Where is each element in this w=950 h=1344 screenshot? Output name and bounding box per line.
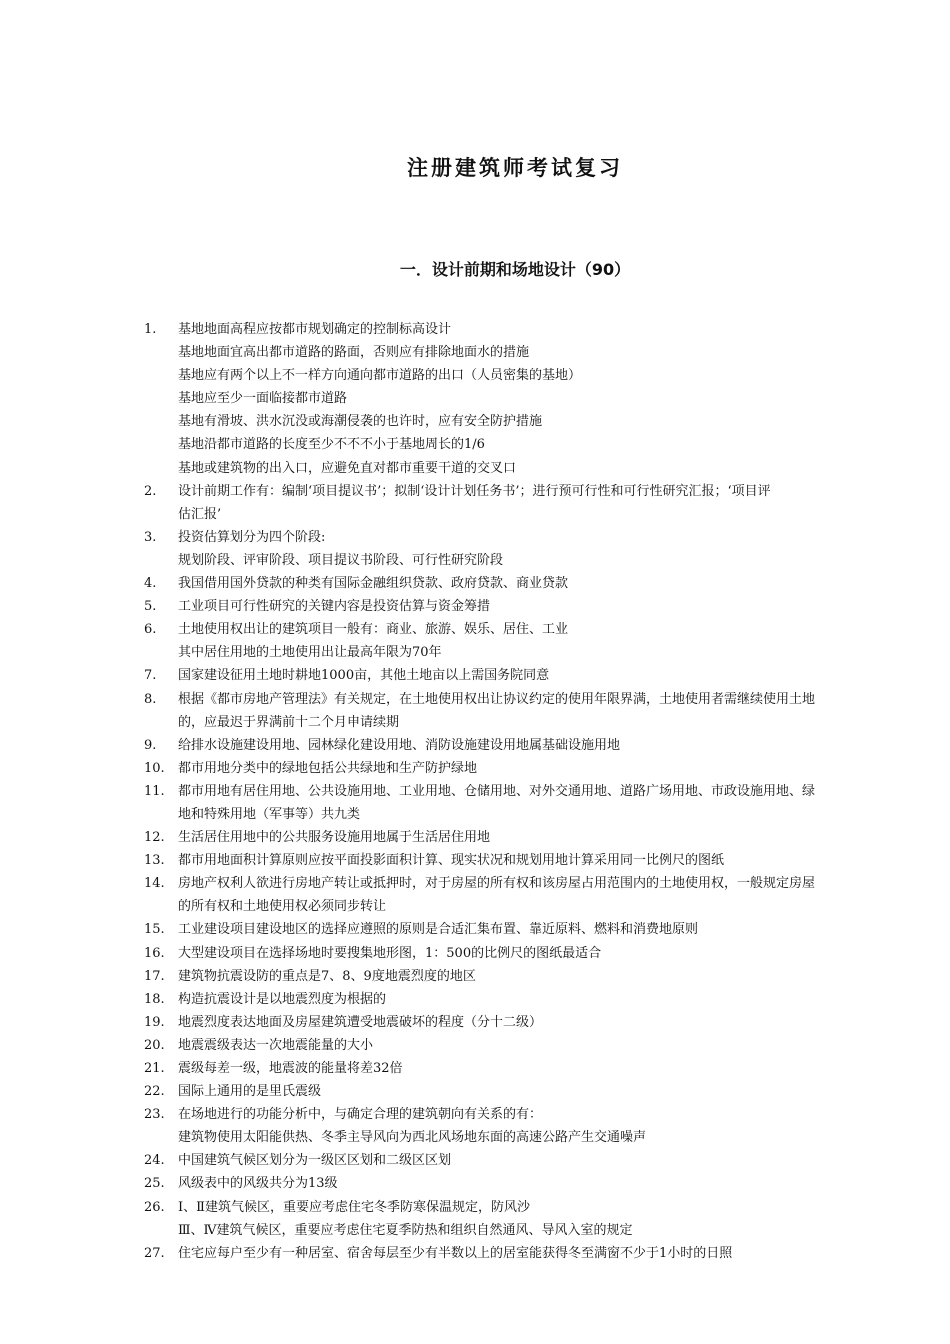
list-item-line: 构造抗震设计是以地震烈度为根据的 xyxy=(178,991,387,1007)
numbered-list xyxy=(144,318,890,1265)
list-item xyxy=(144,826,890,849)
list-item-body xyxy=(178,1103,890,1149)
list-item-number: 7. xyxy=(144,668,157,684)
list-item-number: 14. xyxy=(144,876,165,892)
list-item-line: 建筑物抗震设防的重点是7、8、9度地震烈度的地区 xyxy=(178,968,476,984)
list-item xyxy=(144,1149,890,1172)
list-item-line: 震级每差一级，地震波的能量将差32倍 xyxy=(178,1061,403,1076)
list-item-line: 都市用地分类中的绿地包括公共绿地和生产防护绿地 xyxy=(178,760,478,776)
list-item-line: 国际上通用的是里氏震级 xyxy=(178,1084,322,1100)
list-item-body xyxy=(178,572,890,595)
list-item-number: 26. xyxy=(144,1199,165,1215)
list-item-line: 在场地进行的功能分析中，与确定合理的建筑朝向有关系的有： xyxy=(178,1107,543,1123)
list-item-line: 给排水设施建设用地、园林绿化建设用地、消防设施建设用地属基础设施用地 xyxy=(178,737,621,753)
list-item-number: 1. xyxy=(144,322,157,337)
list-item-line: 工业项目可行性研究的关键内容是投资估算与资金筹措 xyxy=(178,599,491,615)
list-item-line: 基地应至少一面临接都市道路 xyxy=(178,391,348,407)
list-item-number: 11. xyxy=(144,783,165,799)
list-item xyxy=(144,1080,890,1103)
list-item-number: 23. xyxy=(144,1107,165,1123)
list-item-line: 基地地面高程应按都市规划确定的控制标高设计 xyxy=(178,322,452,337)
list-item xyxy=(144,526,890,572)
list-item xyxy=(144,988,890,1011)
list-item-body xyxy=(178,734,890,757)
list-item-number: 13. xyxy=(144,853,165,869)
list-item-line: 基地或建筑物的出入口，应避免直对都市重要干道的交叉口 xyxy=(178,460,517,476)
list-item-body xyxy=(178,942,890,965)
list-item-body xyxy=(178,965,890,988)
list-item-line: 基地应有两个以上不一样方向通向都市道路的出口（人员密集的基地） xyxy=(178,368,582,384)
list-item-number: 6. xyxy=(144,622,157,638)
list-item xyxy=(144,318,890,480)
list-item-number: 19. xyxy=(144,1014,165,1030)
list-item-body xyxy=(178,1034,890,1057)
list-item-body xyxy=(178,1057,890,1080)
list-item-line: 都市用地有居住用地、公共设施用地、工业用地、仓储用地、对外交通用地、道路广场用地、市政设施用地、绿 xyxy=(178,783,816,799)
list-item xyxy=(144,734,890,757)
list-item-number: 9. xyxy=(144,737,157,753)
list-item-line: 投资估算划分为四个阶段: xyxy=(178,529,326,545)
list-item-body xyxy=(178,780,890,826)
list-item-number: 21. xyxy=(144,1061,165,1076)
list-item-body xyxy=(178,595,890,618)
list-item-line: 根据《都市房地产管理法》有关规定，在土地使用权出让协议约定的使用年限界满，土地使用者需继续使用土地 xyxy=(178,691,816,707)
list-item xyxy=(144,688,890,734)
list-item-line: 估汇报’ xyxy=(178,506,222,522)
list-item xyxy=(144,1196,890,1242)
list-item xyxy=(144,1011,890,1034)
list-item-line: 地震烈度表达地面及房屋建筑遭受地震破坏的程度（分十二级） xyxy=(178,1014,543,1030)
list-item-line: 的，应最迟于界满前十二个月申请续期 xyxy=(178,714,400,730)
list-item-body xyxy=(178,826,890,849)
list-item xyxy=(144,1242,890,1265)
list-item-number: 20. xyxy=(144,1037,165,1053)
list-item-line: 基地地面宜高出都市道路的路面，否则应有排除地面水的措施 xyxy=(178,345,530,361)
list-item-number: 22. xyxy=(144,1084,165,1100)
list-item xyxy=(144,918,890,941)
list-item-body xyxy=(178,664,890,687)
list-item-line: 的所有权和土地使用权必须同步转让 xyxy=(178,899,387,915)
list-item xyxy=(144,1034,890,1057)
list-item-number: 25. xyxy=(144,1176,165,1192)
list-item-number: 2. xyxy=(144,483,157,499)
list-item-line: Ⅰ、Ⅱ建筑气候区，重要应考虑住宅冬季防寒保温规定，防风沙 xyxy=(178,1199,530,1215)
list-item-body xyxy=(178,688,890,734)
list-item-line: 我国借用国外贷款的种类有国际金融组织贷款、政府贷款、商业贷款 xyxy=(178,576,569,592)
list-item-line: 土地使用权出让的建筑项目一般有：商业、旅游、娱乐、居住、工业 xyxy=(178,622,569,638)
section-heading: 一．设计前期和场地设计（90） xyxy=(399,260,631,279)
list-item xyxy=(144,757,890,780)
list-item xyxy=(144,595,890,618)
list-item xyxy=(144,1103,890,1149)
list-item-number: 15. xyxy=(144,922,165,938)
list-item-number: 10. xyxy=(144,760,165,776)
list-item xyxy=(144,780,890,826)
list-item-line: 地和特殊用地（军事等）共九类 xyxy=(178,806,361,822)
list-item-line: 住宅应每户至少有一种居室、宿舍每层至少有半数以上的居室能获得冬至满窗不少于1小时的日照 xyxy=(178,1245,733,1261)
list-item xyxy=(144,664,890,687)
list-item-number: 4. xyxy=(144,576,157,592)
list-item xyxy=(144,942,890,965)
list-item-body xyxy=(178,988,890,1011)
document-title: 注册建筑师考试复习 xyxy=(407,156,623,180)
list-item-line: 工业建设项目建设地区的选择应遵照的原则是合适汇集布置、靠近原料、燃料和消费地原则 xyxy=(178,922,699,938)
list-item-line: 房地产权利人欲进行房地产转让或抵押时，对于房屋的所有权和该房屋占用范围内的土地使用权，一般规定房屋 xyxy=(178,876,816,892)
list-item-line: 风级表中的风级共分为13级 xyxy=(178,1176,338,1192)
list-item-body xyxy=(178,849,890,872)
list-item-line: Ⅲ、Ⅳ建筑气候区，重要应考虑住宅夏季防热和组织自然通风、导风入室的规定 xyxy=(178,1222,633,1238)
list-item-number: 3. xyxy=(144,529,157,545)
list-item xyxy=(144,480,890,526)
list-item xyxy=(144,872,890,918)
list-item-body xyxy=(178,918,890,941)
list-item-line: 规划阶段、评审阶段、项目提议书阶段、可行性研究阶段 xyxy=(178,552,504,568)
list-item xyxy=(144,1057,890,1080)
list-item-line: 设计前期工作有：编制‘项目提议书’；拟制‘设计计划任务书’；进行预可行性和可行性研究汇报；‘项目评 xyxy=(178,483,771,499)
list-item-body xyxy=(178,480,890,526)
list-item-body xyxy=(178,1080,890,1103)
list-item-line: 生活居住用地中的公共服务设施用地属于生活居住用地 xyxy=(178,830,491,846)
list-item-number: 8. xyxy=(144,691,157,707)
list-item-number: 12. xyxy=(144,830,165,846)
list-item xyxy=(144,618,890,664)
list-item-line: 基地沿都市道路的长度至少不不不小于基地周长的1/6 xyxy=(178,437,485,453)
list-item-body xyxy=(178,1172,890,1195)
list-item xyxy=(144,965,890,988)
list-item-body xyxy=(178,1011,890,1034)
list-item-line: 国家建设征用土地时耕地1000亩，其他土地亩以上需国务院同意 xyxy=(178,668,550,684)
list-item-number: 27. xyxy=(144,1245,165,1261)
list-item-body xyxy=(178,526,890,572)
list-item-line: 基地有滑坡、洪水沉没或海潮侵袭的也许时，应有安全防护措施 xyxy=(178,414,543,430)
list-item-number: 24. xyxy=(144,1153,165,1169)
list-item-line: 其中居住用地的土地使用出让最高年限为70年 xyxy=(178,645,442,661)
list-item-body xyxy=(178,1242,890,1265)
list-item-number: 5. xyxy=(144,599,157,615)
list-item-body xyxy=(178,1149,890,1172)
list-item-body xyxy=(178,872,890,918)
list-item xyxy=(144,849,890,872)
list-item-number: 18. xyxy=(144,991,165,1007)
list-item-line: 都市用地面积计算原则应按平面投影面积计算、现实状况和规划用地计算采用同一比例尺的图纸 xyxy=(178,853,725,869)
list-item-number: 17. xyxy=(144,968,165,984)
list-item-body xyxy=(178,1196,890,1242)
list-item-line: 建筑物使用太阳能供热、冬季主导风向为西北风场地东面的高速公路产生交通噪声 xyxy=(178,1130,647,1146)
list-item xyxy=(144,1172,890,1195)
list-item-line: 大型建设项目在选择场地时要搜集地形图，1：500的比例尺的图纸最适合 xyxy=(178,945,602,961)
list-item-number: 16. xyxy=(144,945,165,961)
list-item-line: 中国建筑气候区划分为一级区区划和二级区区划 xyxy=(178,1153,452,1169)
list-item-body xyxy=(178,618,890,664)
list-item-line: 地震震级表达一次地震能量的大小 xyxy=(178,1037,374,1053)
list-item-body xyxy=(178,318,890,480)
list-item xyxy=(144,572,890,595)
list-item-body xyxy=(178,757,890,780)
